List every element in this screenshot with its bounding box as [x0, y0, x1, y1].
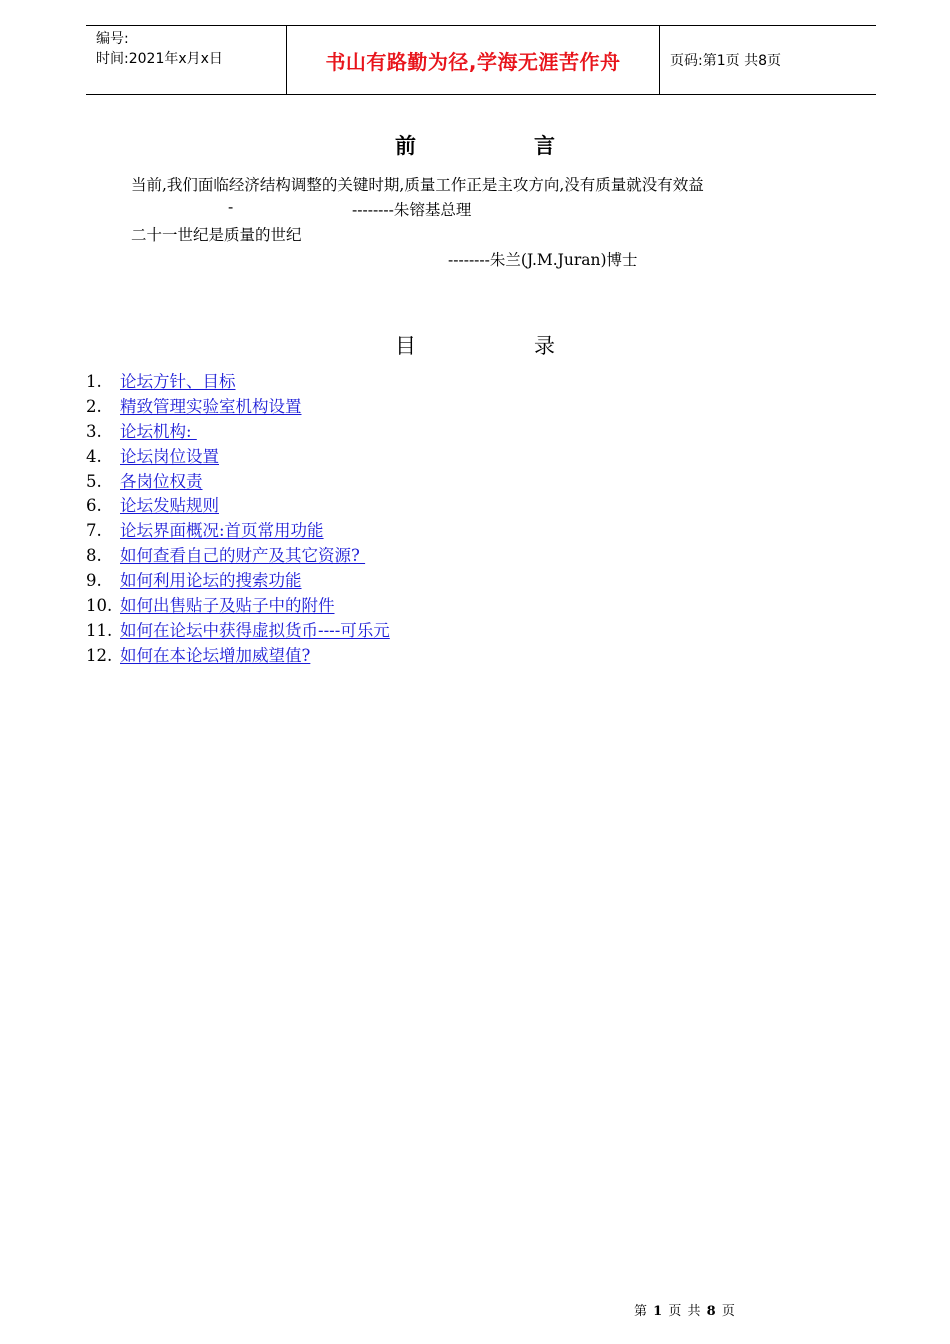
toc-item — [86, 619, 390, 644]
toc-title-right: 录 — [534, 334, 555, 358]
toc-item-number: 1. — [86, 372, 102, 391]
toc-title-left: 目 — [395, 334, 416, 358]
toc-link[interactable]: 论坛岗位设置 — [120, 446, 219, 466]
toc-item — [86, 544, 390, 569]
toc-link[interactable]: 如何出售贴子及贴子中的附件 — [120, 596, 335, 616]
toc-item — [86, 494, 390, 519]
toc-item — [86, 569, 390, 594]
preface-title-left: 前 — [395, 133, 416, 158]
toc-link[interactable]: 如何查看自己的财产及其它资源? — [120, 546, 366, 566]
toc-link[interactable]: 如何在本论坛增加威望值? — [120, 645, 311, 665]
page-header — [86, 25, 876, 95]
toc-link[interactable]: 精致管理实验室机构设置 — [120, 396, 302, 416]
toc-item-number: 12. — [86, 645, 113, 665]
footer-page-number: 1 — [653, 1304, 664, 1319]
toc-link[interactable]: 各岗位权责 — [120, 471, 203, 491]
toc-item — [86, 644, 390, 669]
toc-link[interactable]: 论坛界面概况:首页常用功能 — [120, 521, 324, 541]
toc-item-number: 10. — [86, 596, 113, 616]
preface-quote-2: 二十一世纪是质量的世纪 — [131, 226, 302, 244]
toc-item-number: 8. — [86, 546, 102, 566]
toc-title — [0, 330, 950, 360]
header-page-info — [660, 26, 876, 94]
page-info-text: 页码:第1页 共8页 — [670, 53, 781, 69]
toc-item — [86, 420, 390, 445]
preface-quote-1: 当前,我们面临经济结构调整的关键时期,质量工作正是主攻方向,没有质量就没有效益 — [131, 176, 704, 194]
number-label: 编号: — [96, 31, 129, 47]
preface-title — [0, 130, 950, 160]
header-meta — [86, 26, 287, 94]
toc-item-number: 11. — [86, 620, 113, 640]
footer-suffix: 页 — [721, 1304, 736, 1319]
toc-link[interactable]: 如何利用论坛的搜索功能 — [120, 571, 302, 591]
time-label: 时间:2021年x月x日 — [96, 51, 223, 67]
preface-title-right: 言 — [534, 133, 555, 158]
toc-item — [86, 470, 390, 495]
toc-list — [86, 370, 390, 669]
footer-prefix: 第 — [634, 1304, 649, 1319]
toc-item-number: 9. — [86, 571, 102, 591]
toc-item — [86, 370, 390, 395]
footer-middle: 页 共 — [668, 1304, 702, 1319]
toc-item — [86, 519, 390, 544]
toc-item-number: 4. — [86, 446, 102, 466]
toc-item-number: 6. — [86, 496, 102, 516]
motto-text: 书山有路勤为径,学海无涯苦作舟 — [325, 49, 621, 74]
preface-dash: - — [228, 198, 234, 216]
header-motto-cell — [287, 26, 660, 94]
toc-item-number: 5. — [86, 471, 102, 491]
toc-item-number: 3. — [86, 421, 102, 441]
toc-link[interactable]: 如何在论坛中获得虚拟货币----可乐元 — [120, 620, 390, 640]
toc-item-number: 2. — [86, 396, 102, 416]
toc-link[interactable]: 论坛发贴规则 — [120, 496, 219, 516]
toc-link[interactable]: 论坛机构: — [120, 421, 197, 441]
preface-attribution-1: --------朱镕基总理 — [352, 201, 472, 219]
preface-attribution-2: --------朱兰(J.M.Juran)博士 — [448, 251, 638, 269]
toc-item-number: 7. — [86, 521, 102, 541]
toc-link[interactable]: 论坛方针、目标 — [120, 372, 236, 391]
footer-total-pages: 8 — [706, 1304, 717, 1319]
toc-item — [86, 395, 390, 420]
page-footer — [634, 1300, 736, 1319]
toc-item — [86, 594, 390, 619]
toc-item — [86, 445, 390, 470]
